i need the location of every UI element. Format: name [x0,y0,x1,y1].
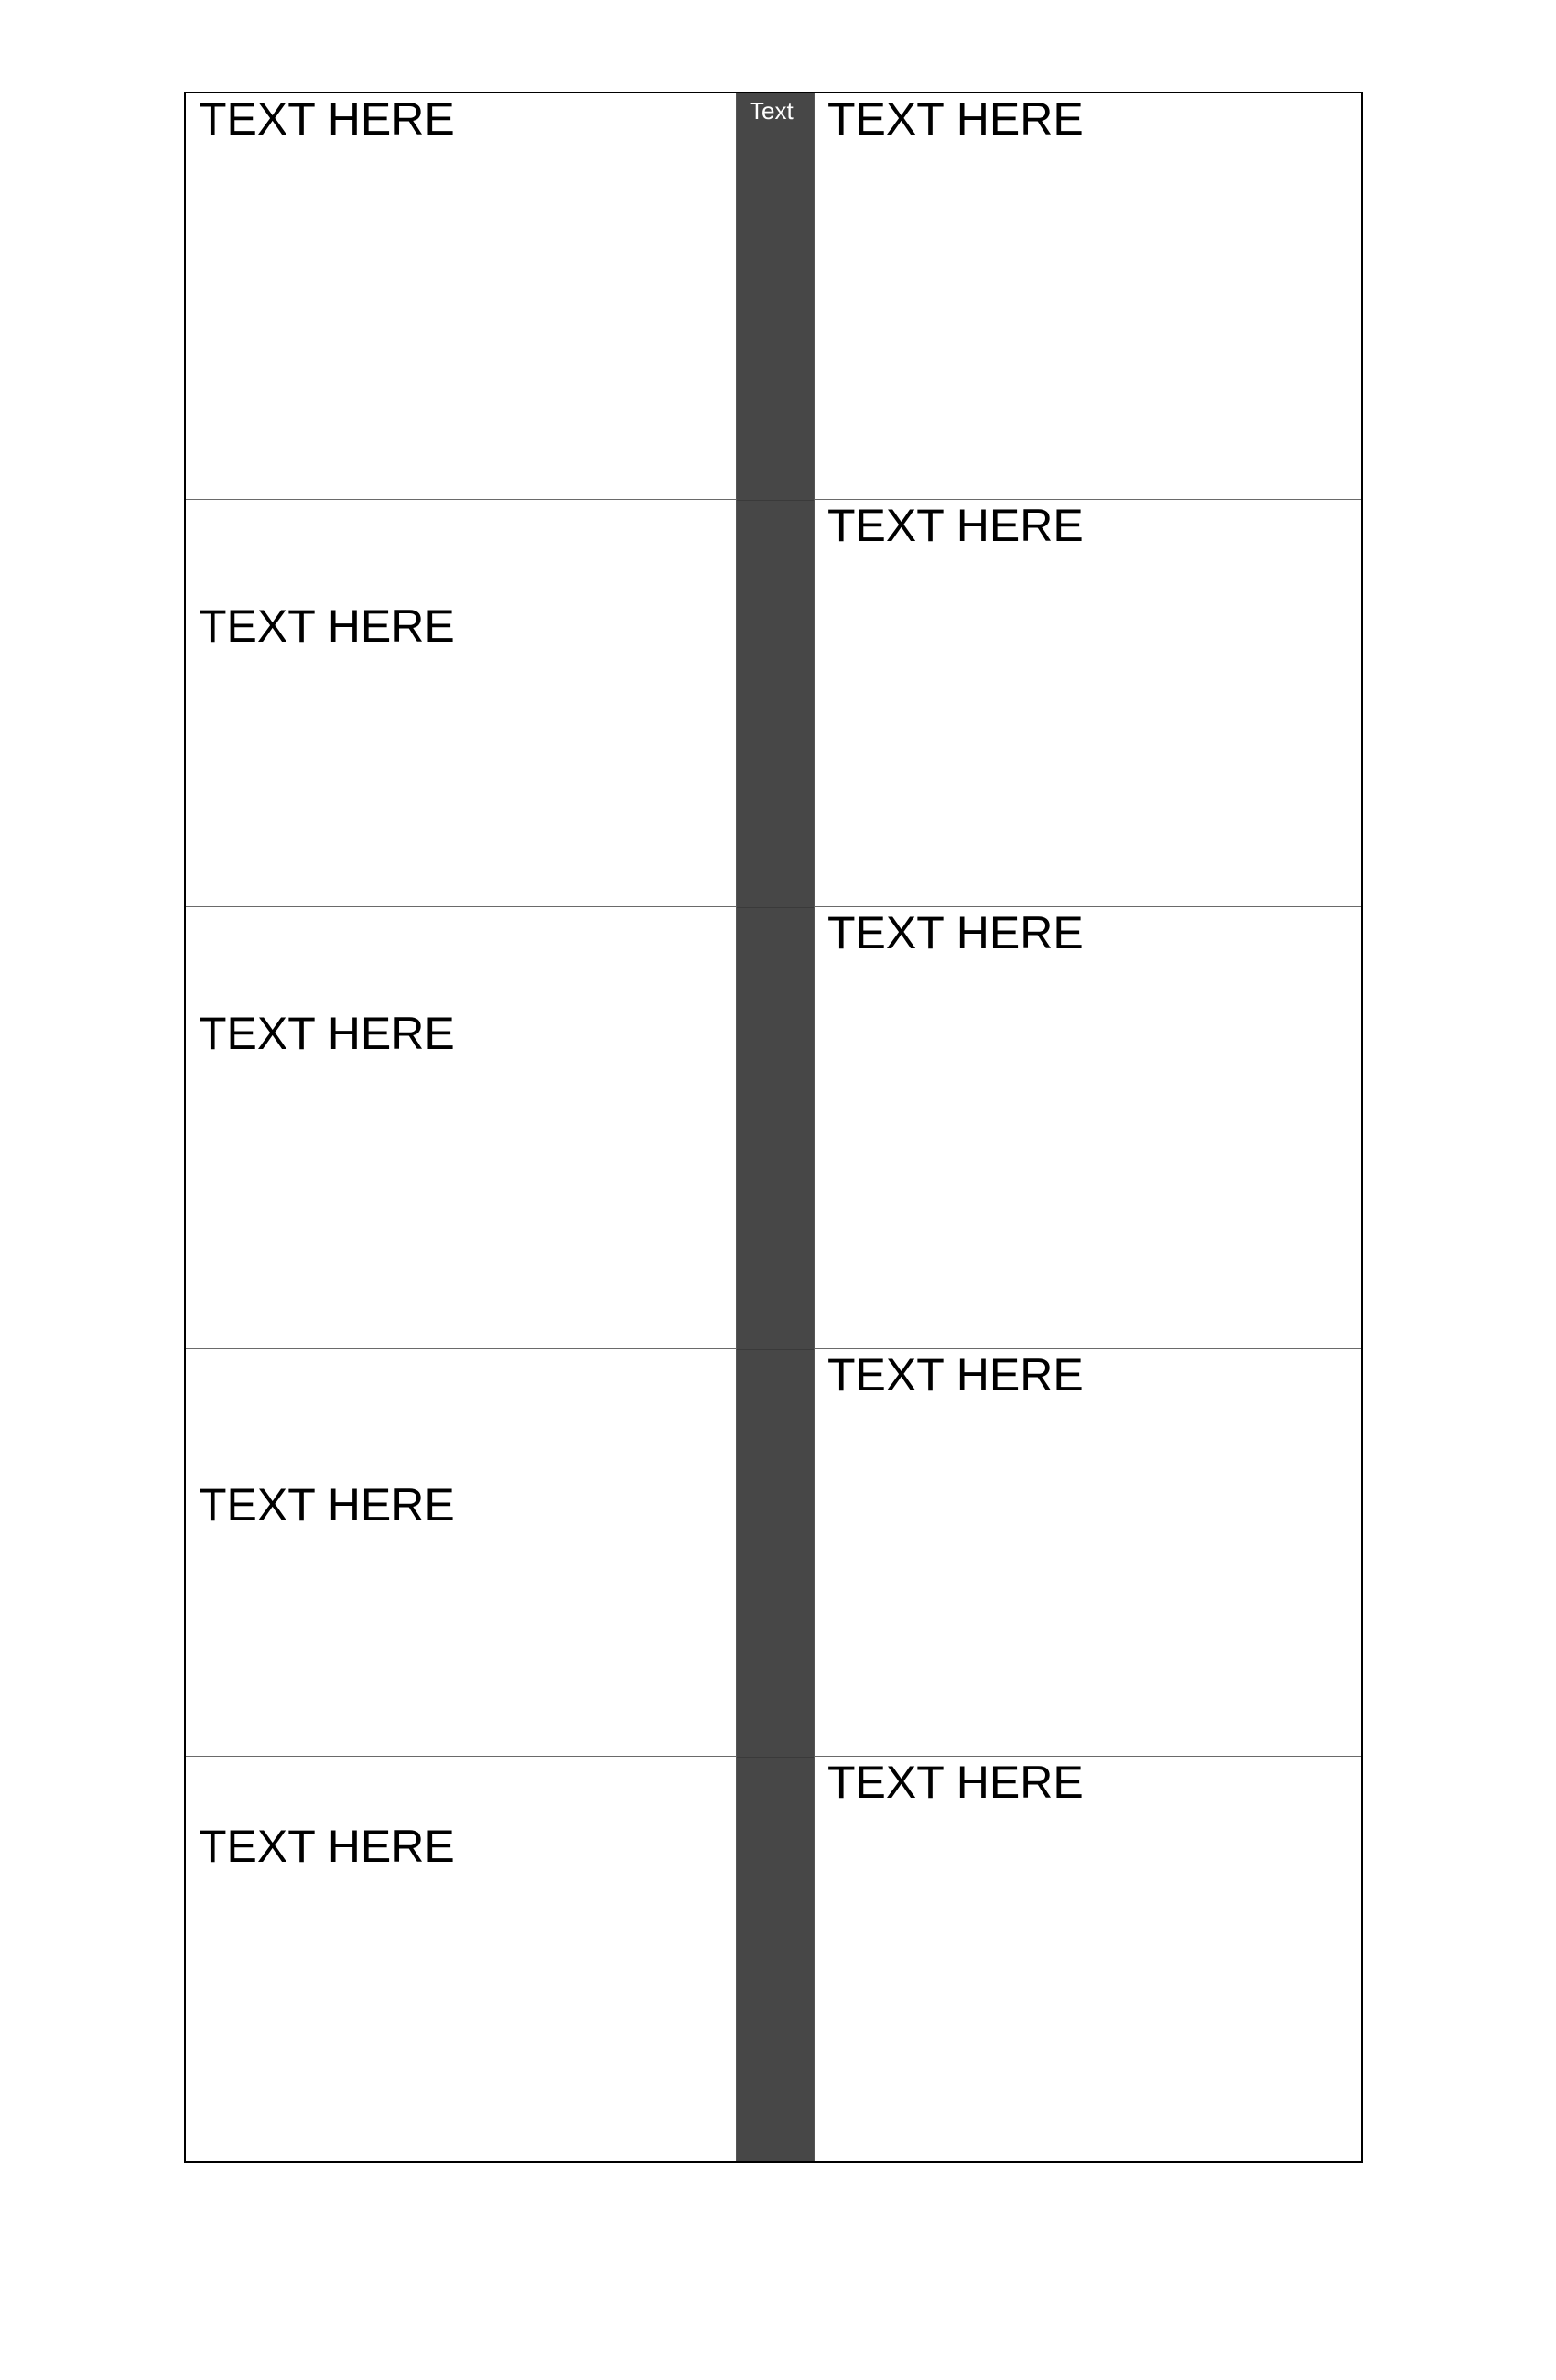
spine-divider [737,1757,814,1758]
right-cell-text: TEXT HERE [827,1757,1084,1808]
right-cell-text: TEXT HERE [827,500,1084,551]
left-cell-text: TEXT HERE [199,1008,455,1059]
spine-divider [737,907,814,908]
right-cell-4[interactable] [814,1349,1361,1757]
left-cell-text: TEXT HERE [199,93,455,145]
left-cell-text: TEXT HERE [199,1821,455,1872]
left-cell-1[interactable] [186,93,737,500]
spine-divider [737,500,814,501]
right-cell-text: TEXT HERE [827,1349,1084,1401]
left-cell-4[interactable] [186,1349,737,1757]
right-cell-5[interactable] [814,1757,1361,2161]
left-cell-5[interactable] [186,1757,737,2161]
center-spine-column[interactable] [737,93,814,2161]
right-cell-text: TEXT HERE [827,93,1084,145]
spine-label: Text [750,97,794,124]
right-cell-1[interactable] [814,93,1361,500]
right-cell-3[interactable] [814,907,1361,1349]
right-cell-text: TEXT HERE [827,907,1084,958]
template-table [184,92,1363,2163]
right-cell-2[interactable] [814,500,1361,907]
left-cell-2[interactable] [186,500,737,907]
left-cell-3[interactable] [186,907,737,1349]
left-cell-text: TEXT HERE [199,600,455,652]
spine-divider [737,1349,814,1350]
left-cell-text: TEXT HERE [199,1479,455,1531]
